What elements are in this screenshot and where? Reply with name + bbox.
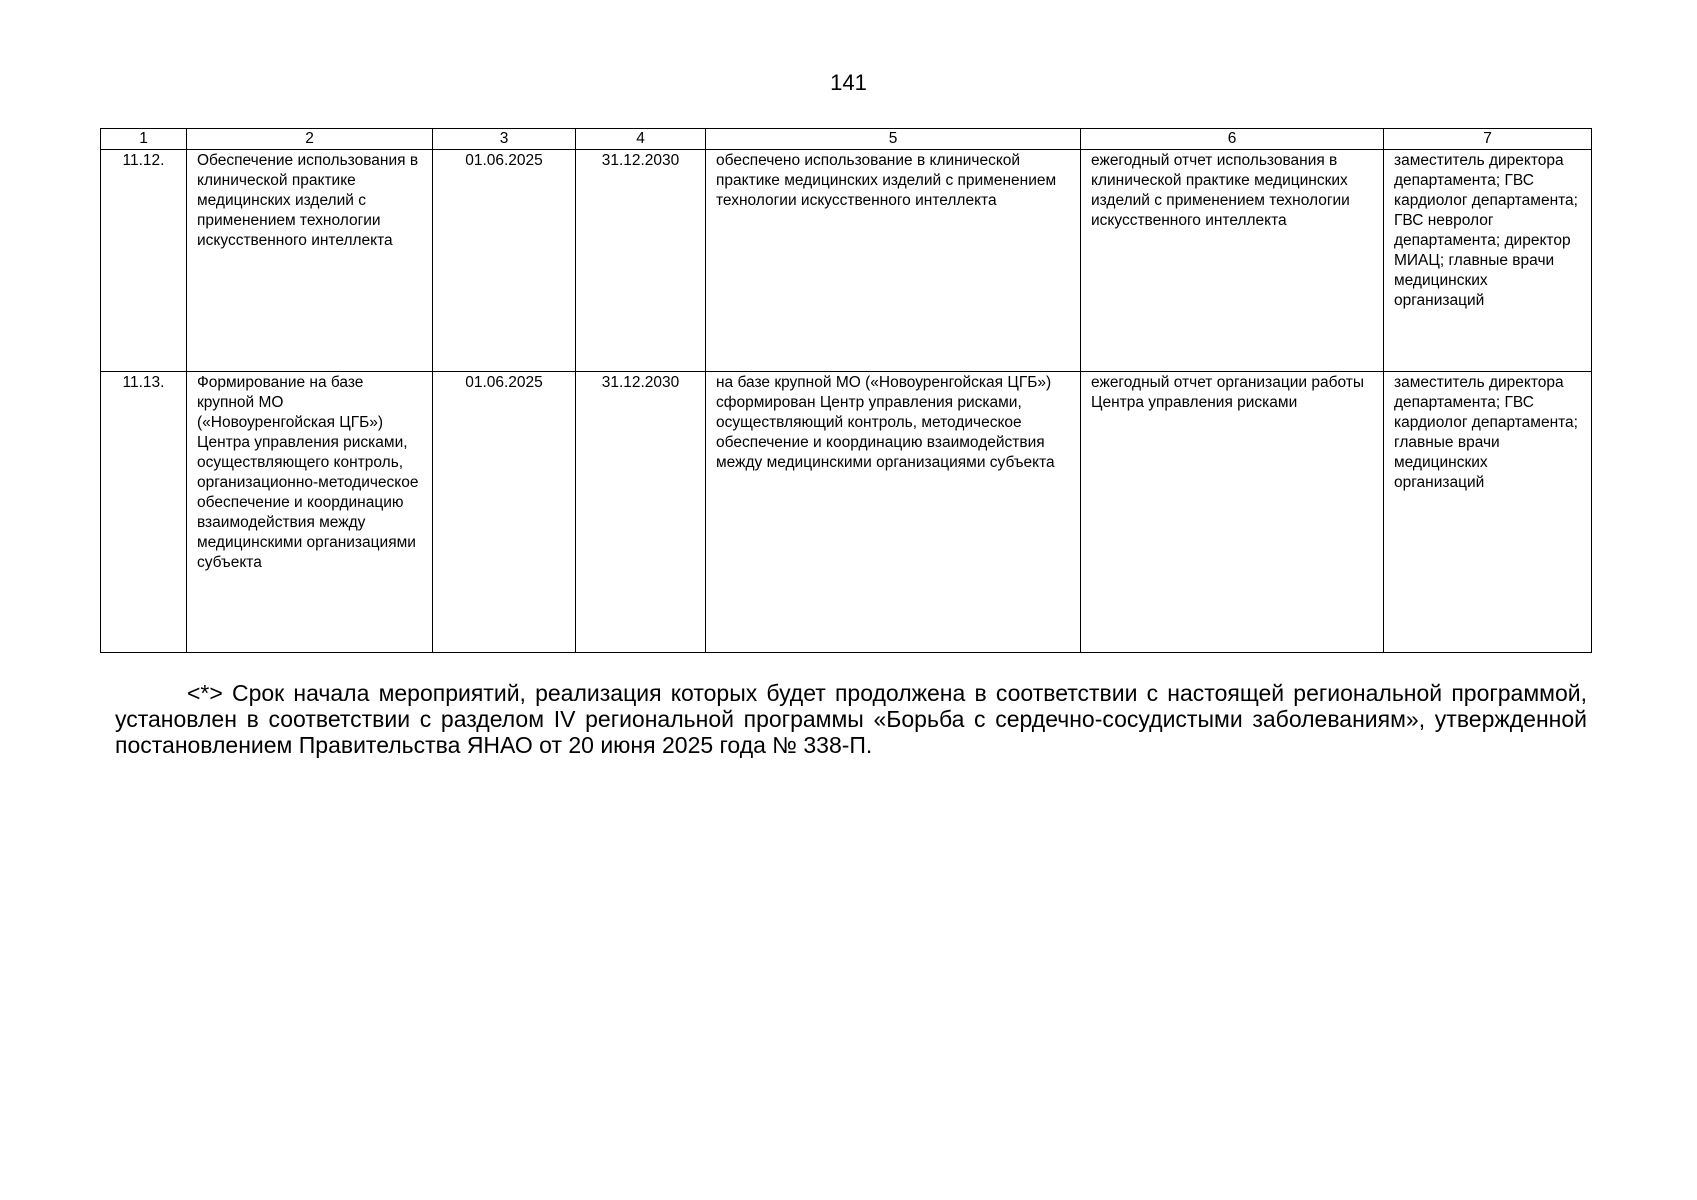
start-date-cell: 01.06.2025 <box>433 150 576 372</box>
column-header-2: 2 <box>187 129 433 150</box>
start-date-cell: 01.06.2025 <box>433 372 576 653</box>
result-cell: на базе крупной МО («Новоуренгойская ЦГБ») сформирован Центр управления рисками, осуществляющий контроль, методическое обеспечение и координацию взаимодействия между медицинскими организациями субъекта <box>706 372 1081 653</box>
table-header-row <box>101 129 1592 150</box>
end-date-cell: 31.12.2030 <box>576 372 706 653</box>
page-number: 141 <box>830 70 867 95</box>
measures-table <box>100 128 1592 653</box>
responsible-cell: заместитель директора департамента; ГВС кардиолог департамента; главные врачи медицинских организаций <box>1384 372 1592 653</box>
table-row <box>101 150 1592 372</box>
control-cell: ежегодный отчет организации работы Центра управления рисками <box>1081 372 1384 653</box>
measure-name-cell: Формирование на базе крупной МО («Новоуренгойская ЦГБ») Центра управления рисками, осуществляющего контроль, организационно-методическое обеспечение и координацию взаимодействия между медицинскими организациями субъекта <box>187 372 433 653</box>
column-header-3: 3 <box>433 129 576 150</box>
column-header-5: 5 <box>706 129 1081 150</box>
column-header-7: 7 <box>1384 129 1592 150</box>
responsible-cell: заместитель директора департамента; ГВС кардиолог департамента; ГВС невролог департамента; директор МИАЦ; главные врачи медицинских организаций <box>1384 150 1592 372</box>
end-date-cell: 31.12.2030 <box>576 150 706 372</box>
row-number-cell: 11.12. <box>101 150 187 372</box>
row-number-cell: 11.13. <box>101 372 187 653</box>
footnote: <*> Срок начала мероприятий, реализация которых будет продолжена в соответствии с настоящей региональной программой, установлен в соответствии с разделом IV региональной программы «Борьба с сердечно-сосудистыми заболеваниям», утвержденной постановлением Правительства ЯНАО от 20 июня 2025 года № 338-П. <box>115 680 1587 758</box>
column-header-6: 6 <box>1081 129 1384 150</box>
result-cell: обеспечено использование в клинической практике медицинских изделий с применением технологии искусственного интеллекта <box>706 150 1081 372</box>
column-header-4: 4 <box>576 129 706 150</box>
measure-name-cell: Обеспечение использования в клинической практике медицинских изделий с применением технологии искусственного интеллекта <box>187 150 433 372</box>
column-header-1: 1 <box>101 129 187 150</box>
table-row <box>101 372 1592 653</box>
control-cell: ежегодный отчет использования в клинической практике медицинских изделий с применением технологии искусственного интеллекта <box>1081 150 1384 372</box>
